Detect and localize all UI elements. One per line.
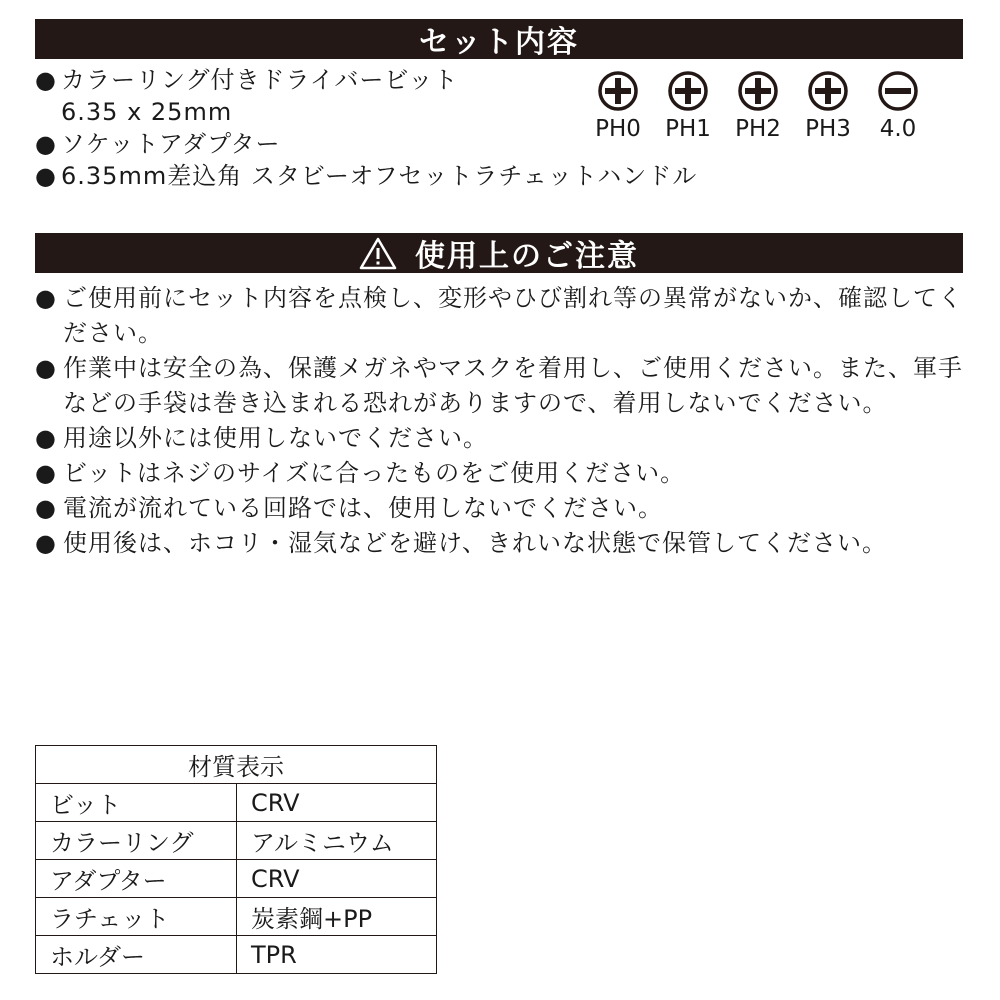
bit-ph3 [798, 70, 858, 142]
materials-table [35, 745, 437, 974]
list-item-sub: 6.35 x 25mm [61, 98, 233, 126]
part-cell: カラーリング [36, 822, 237, 860]
table-row [36, 898, 437, 936]
list-item: ● 6.35mm差込角 スタビーオフセットラチェットハンドル [35, 162, 698, 190]
cautions-header [35, 233, 963, 273]
list-item: ● 用途以外には使用しないでください。 [35, 424, 488, 452]
table-row [36, 784, 437, 822]
table-row [36, 936, 437, 974]
table-row [36, 860, 437, 898]
table-row [36, 822, 437, 860]
cautions-list [35, 281, 970, 561]
list-item: ● ご使用前にセット内容を点検し、変形やひび割れ等の異常がないか、確認してください。 [35, 284, 963, 347]
material-cell: CRV [237, 784, 437, 822]
bit-slotted [868, 70, 928, 142]
material-cell: CRV [237, 860, 437, 898]
cautions-title: 使用上のご注意 [415, 239, 639, 274]
list-item: ● 電流が流れている回路では、使用しないでください。 [35, 494, 663, 522]
bit-label: 4.0 [879, 116, 917, 142]
slotted-icon [877, 70, 919, 112]
list-item: ● 作業中は安全の為、保護メガネやマスクを着用し、ご使用ください。また、軍手などの手袋は巻き込まれる恐れがありますので、着用しないでください。 [35, 354, 963, 417]
phillips-icon [737, 70, 779, 112]
table-header-row [36, 746, 437, 784]
material-cell: アルミニウム [237, 822, 437, 860]
part-cell: ビット [36, 784, 237, 822]
material-cell: TPR [237, 936, 437, 974]
bit-label: PH3 [805, 116, 851, 142]
contents-title: セット内容 [419, 25, 579, 60]
bit-label: PH1 [665, 116, 711, 142]
list-item: ● カラーリング付きドライバービット [35, 66, 459, 94]
warning-icon [359, 236, 397, 270]
bit-ph0 [588, 70, 648, 142]
list-item: ● ソケットアダプター [35, 130, 281, 158]
materials-title: 材質表示 [36, 746, 437, 784]
bit-label: PH2 [735, 116, 781, 142]
list-item: ● 使用後は、ホコリ・湿気などを避け、きれいな状態で保管してください。 [35, 529, 888, 557]
part-cell: ラチェット [36, 898, 237, 936]
bit-ph1 [658, 70, 718, 142]
bit-label: PH0 [595, 116, 641, 142]
phillips-icon [597, 70, 639, 112]
part-cell: ホルダー [36, 936, 237, 974]
bit-ph2 [728, 70, 788, 142]
list-item: ● ビットはネジのサイズに合ったものをご使用ください。 [35, 459, 686, 487]
phillips-icon [807, 70, 849, 112]
bit-icons [588, 70, 938, 142]
phillips-icon [667, 70, 709, 112]
material-cell: 炭素鋼+PP [237, 898, 437, 936]
part-cell: アダプター [36, 860, 237, 898]
contents-header [35, 19, 963, 59]
